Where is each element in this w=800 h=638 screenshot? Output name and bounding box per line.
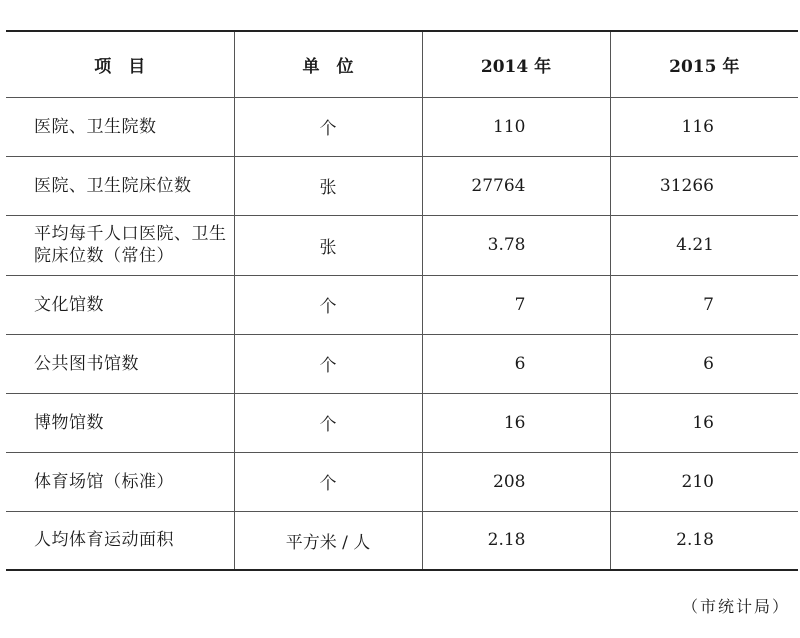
row-unit: 个 <box>234 334 422 393</box>
table-row <box>6 215 798 275</box>
table-row <box>6 511 798 570</box>
row-unit: 个 <box>234 275 422 334</box>
table-row <box>6 275 798 334</box>
table-row <box>6 334 798 393</box>
row-value-2015: 210 <box>610 452 798 511</box>
row-unit: 个 <box>234 452 422 511</box>
row-value-2014: 2.18 <box>422 511 610 570</box>
header-unit: 单 位 <box>234 31 422 97</box>
row-value-2015: 2.18 <box>610 511 798 570</box>
row-value-2015: 116 <box>610 97 798 156</box>
table-row <box>6 156 798 215</box>
row-value-2014: 208 <box>422 452 610 511</box>
row-item: 人均体育运动面积 <box>6 511 234 570</box>
row-value-2015: 31266 <box>610 156 798 215</box>
table-row <box>6 97 798 156</box>
row-item: 医院、卫生院床位数 <box>6 156 234 215</box>
row-unit: 个 <box>234 97 422 156</box>
row-value-2014: 3.78 <box>422 215 610 275</box>
row-item: 博物馆数 <box>6 393 234 452</box>
row-value-2015: 16 <box>610 393 798 452</box>
row-value-2014: 110 <box>422 97 610 156</box>
row-value-2015: 4.21 <box>610 215 798 275</box>
row-value-2014: 16 <box>422 393 610 452</box>
row-value-2015: 6 <box>610 334 798 393</box>
source-note: （市统计局） <box>681 597 790 616</box>
row-item: 文化馆数 <box>6 275 234 334</box>
table-row <box>6 393 798 452</box>
row-item: 体育场馆（标准） <box>6 452 234 511</box>
header-item: 项 目 <box>6 31 234 97</box>
row-item: 平均每千人口医院、卫生院床位数（常住） <box>6 215 234 275</box>
header-2015: 2015 年 <box>610 31 798 97</box>
row-item: 公共图书馆数 <box>6 334 234 393</box>
row-unit: 个 <box>234 393 422 452</box>
row-value-2015: 7 <box>610 275 798 334</box>
row-item: 医院、卫生院数 <box>6 97 234 156</box>
table-header-row <box>6 31 798 97</box>
statistics-table <box>6 30 798 571</box>
table-row <box>6 452 798 511</box>
row-unit: 张 <box>234 215 422 275</box>
row-value-2014: 27764 <box>422 156 610 215</box>
row-unit: 平方米 / 人 <box>234 511 422 570</box>
header-2014: 2014 年 <box>422 31 610 97</box>
row-value-2014: 6 <box>422 334 610 393</box>
row-unit: 张 <box>234 156 422 215</box>
row-value-2014: 7 <box>422 275 610 334</box>
